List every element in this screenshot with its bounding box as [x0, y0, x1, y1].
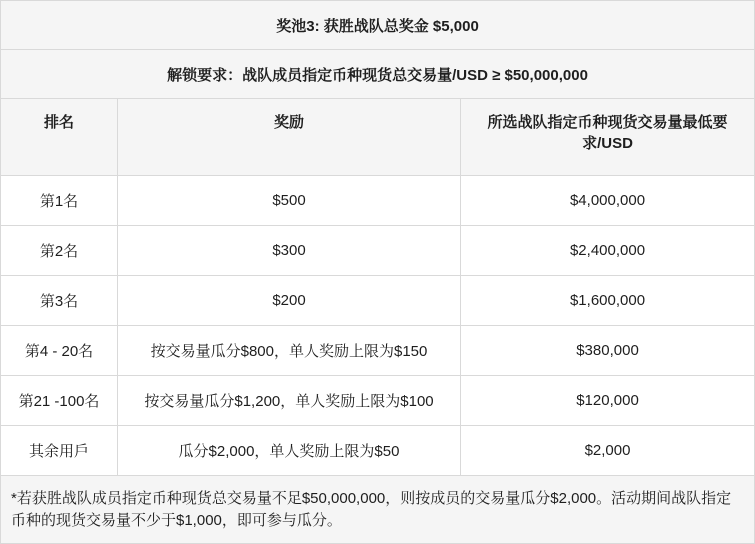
- header-row: [1, 99, 755, 176]
- min-volume-cell: $1,600,000: [461, 276, 755, 326]
- table-row: [1, 376, 755, 426]
- unlock-requirement: 解锁要求：战队成员指定币种现货总交易量/USD ≥ $50,000,000: [1, 50, 755, 99]
- table-row: [1, 226, 755, 276]
- reward-cell: 按交易量瓜分$800，单人奖励上限为$150: [118, 326, 461, 376]
- table-row: [1, 426, 755, 476]
- title-row: [1, 1, 755, 50]
- table-row: [1, 176, 755, 226]
- rank-cell: 第2名: [1, 226, 118, 276]
- rank-cell: 第4 - 20名: [1, 326, 118, 376]
- rank-cell: 第3名: [1, 276, 118, 326]
- rank-cell: 第21 -100名: [1, 376, 118, 426]
- min-volume-cell: $120,000: [461, 376, 755, 426]
- min-volume-cell: $380,000: [461, 326, 755, 376]
- reward-cell: $300: [118, 226, 461, 276]
- header-min-volume: 所选战队指定币种现货交易量最低要求/USD: [461, 99, 755, 176]
- requirement-row: [1, 50, 755, 99]
- rank-cell: 第1名: [1, 176, 118, 226]
- reward-cell: 瓜分$2,000，单人奖励上限为$50: [118, 426, 461, 476]
- reward-cell: $200: [118, 276, 461, 326]
- prize-pool-title: 奖池3: 获胜战队总奖金 $5,000: [1, 1, 755, 50]
- note-row: [1, 476, 755, 544]
- reward-cell: $500: [118, 176, 461, 226]
- rank-cell: 其余用戶: [1, 426, 118, 476]
- footnote: *若获胜战队成员指定币种现货总交易量不足$50,000,000，则按成员的交易量瓜分$2,000。活动期间战队指定币种的现货交易量不少于$1,000，即可参与瓜分。: [1, 476, 755, 544]
- table-row: [1, 276, 755, 326]
- table-row: [1, 326, 755, 376]
- min-volume-cell: $4,000,000: [461, 176, 755, 226]
- min-volume-cell: $2,000: [461, 426, 755, 476]
- reward-cell: 按交易量瓜分$1,200，单人奖励上限为$100: [118, 376, 461, 426]
- header-rank: 排名: [1, 99, 118, 176]
- min-volume-cell: $2,400,000: [461, 226, 755, 276]
- header-reward: 奖励: [118, 99, 461, 176]
